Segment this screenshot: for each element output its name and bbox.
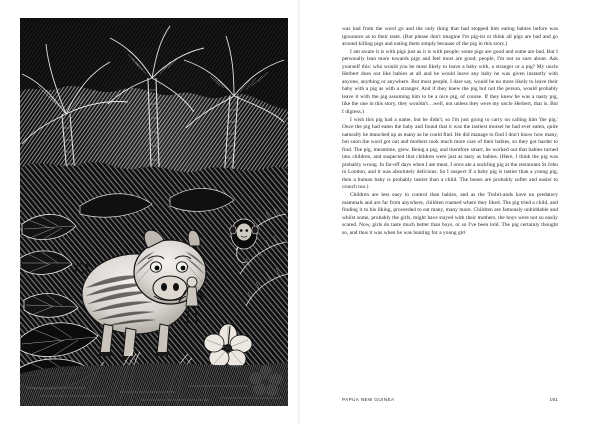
- page-number: 191: [549, 397, 558, 402]
- right-page: [300, 0, 600, 424]
- paragraph-3: I wish this pig had a name, but he didn't, so I'm just going to carry on calling him 'the pig.' Once the pig had eaten the baby and found that it was the tastiest morsel he had ever eaten, quite naturally he munched up as many as he could find. He did manage to find I don't know how many, but soon the word got out and mothers took much more care of their babies, so they got harder to find. The pig, meantime, grew. Being a pig, and therefore smart, he worked out that babies turned into children, and suspected that children were just as tasty as babies. (Here, I think the pig was probably wrong. In far-off days when I ate meat, I once ate a suckling pig at the restaurant St John in London, and it was absolutely delicious. So I suspect if a baby pig is tastier than a young pig, then a human baby is probably tastier than a child. The bones are probably softer and easier to crunch too.): [342, 116, 558, 191]
- paragraph-2: I am aware it is with pigs just as it is with people; some pigs are good and some are bad. But I personally lean more towards pigs and feel most are good; people, I'm not so sure about. Ask yourself this: who would you be most likely to leave a baby with, a stranger or a pig? My uncle Herbert does not like babies at all and he would leave any baby he was given instantly with anyone, anything or anywhere. But most people, I dare say, would be no more likely to leave their baby with a pig as with a stranger. And if they knew the pig but not the person, would probably leave it with the pig assuming him to be a nice pig, of course. If they knew he was a nasty pig, like the one in this story, they wouldn't…well, not unless they were my uncle Herbert, that is. But I digress.): [342, 48, 558, 116]
- paragraph-4: Children are less easy to control than babies, and as the Trobri-ands have no predatory mammals and are far from anywhere, children roamed where they liked. The pig tried a child, and finding it to his liking, proceeded to eat many, many more. Children are famously unbiddable and whilst some, probably the girls, might have stayed with their mothers, the boys were not so easily scared. Now, girls do taste much better than boys, or so I've been told. The pig certainly thought so, and thus it was when he was hunting for a young girl: [342, 192, 558, 236]
- jungle-pig-illustration: [20, 18, 288, 406]
- page-footer: [342, 397, 558, 402]
- running-head: PAPUA NEW GUINEA: [342, 397, 395, 402]
- paragraph-1: was bad from the word go and the only thing that had stopped him eating babies before was ignorance as to their taste. (But please don't imagine I'm pig-ist or think all pigs are bad and go around killing pigs and eating them simply because of the pig in this story.): [342, 26, 558, 48]
- body-text: [342, 26, 558, 376]
